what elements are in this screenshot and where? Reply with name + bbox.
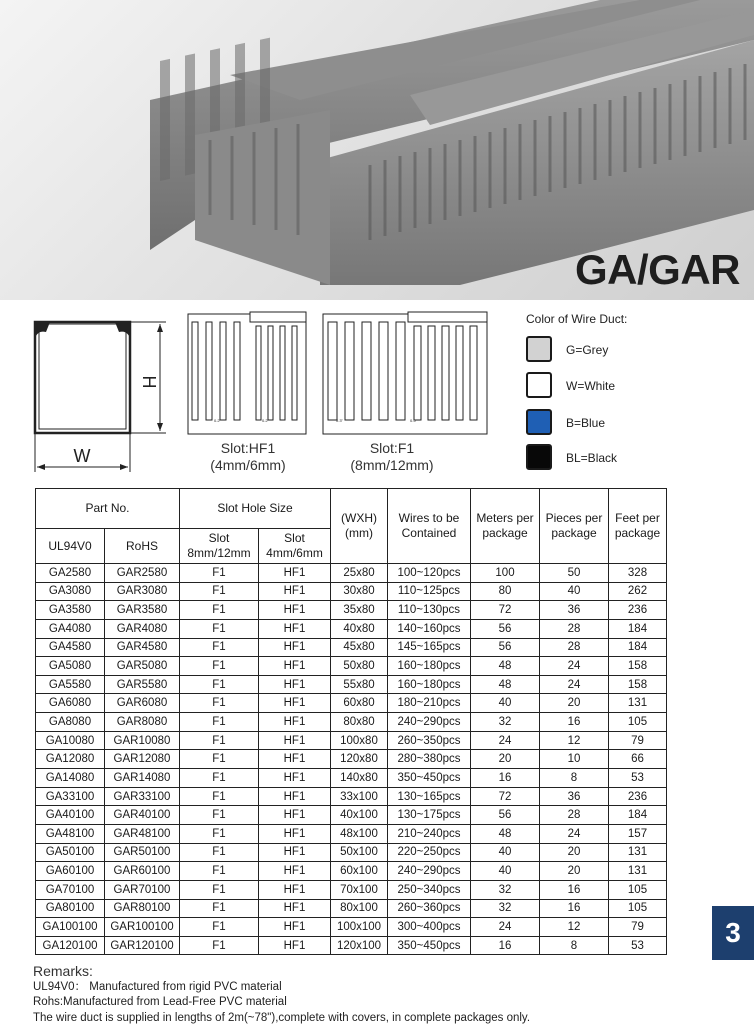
table-cell: GA50100 <box>36 843 105 862</box>
table-cell: F1 <box>180 564 259 583</box>
table-cell: GAR50100 <box>105 843 180 862</box>
table-row <box>36 824 667 843</box>
table-cell: 48 <box>471 824 540 843</box>
table-row <box>36 619 667 638</box>
table-cell: 70x100 <box>331 880 388 899</box>
table-cell: 50x100 <box>331 843 388 862</box>
table-cell: 32 <box>471 880 540 899</box>
table-cell: 20 <box>540 694 609 713</box>
table-cell: HF1 <box>259 619 331 638</box>
table-cell: GAR14080 <box>105 769 180 788</box>
table-cell: GA10080 <box>36 731 105 750</box>
remarks-line: The wire duct is supplied in lengths of 2m(~78"),complete with covers, in complete packages only. <box>33 1011 531 1024</box>
table-cell: 145~165pcs <box>388 638 471 657</box>
table-cell: F1 <box>180 731 259 750</box>
table-cell: HF1 <box>259 713 331 732</box>
table-cell: 260~350pcs <box>388 731 471 750</box>
table-cell: 131 <box>609 694 667 713</box>
table-cell: 80x80 <box>331 713 388 732</box>
slot-hole-size-header: Slot Hole Size <box>180 489 331 529</box>
remarks-title: Remarks: <box>33 963 93 979</box>
table-cell: F1 <box>180 582 259 601</box>
table-cell: 16 <box>540 713 609 732</box>
table-cell: GA3580 <box>36 601 105 620</box>
table-row <box>36 675 667 694</box>
table-cell: GAR33100 <box>105 787 180 806</box>
slot-hf1-diagram <box>188 312 306 434</box>
table-row <box>36 787 667 806</box>
wires-header: Wires to be Contained <box>388 489 471 564</box>
table-cell: GAR120100 <box>105 936 180 955</box>
table-row <box>36 713 667 732</box>
table-cell: 160~180pcs <box>388 675 471 694</box>
table-cell: 16 <box>471 769 540 788</box>
table-cell: F1 <box>180 601 259 620</box>
slot-f1-title: Slot:F1 <box>369 440 415 456</box>
slot-hf1-note-a: 0.2" <box>214 418 221 423</box>
table-row <box>36 694 667 713</box>
table-cell: 10 <box>540 750 609 769</box>
table-cell: 28 <box>540 638 609 657</box>
table-cell: 35x80 <box>331 601 388 620</box>
table-cell: 12 <box>540 731 609 750</box>
color-label: BL=Black <box>566 451 618 465</box>
table-row <box>36 750 667 769</box>
table-cell: 236 <box>609 601 667 620</box>
table-cell: GA8080 <box>36 713 105 732</box>
slot-hf1-caption <box>198 440 298 474</box>
table-cell: HF1 <box>259 806 331 825</box>
duct-cross-section <box>35 322 166 472</box>
table-cell: 50x80 <box>331 657 388 676</box>
rohs-header: RoHS <box>105 529 180 564</box>
table-cell: 110~130pcs <box>388 601 471 620</box>
table-cell: 30x80 <box>331 582 388 601</box>
page-number-badge: 3 <box>712 906 754 960</box>
width-label: W <box>73 446 91 466</box>
table-cell: 16 <box>471 936 540 955</box>
color-item <box>526 409 726 439</box>
table-cell: 8 <box>540 769 609 788</box>
table-cell: GAR48100 <box>105 824 180 843</box>
table-cell: 110~125pcs <box>388 582 471 601</box>
table-cell: 131 <box>609 843 667 862</box>
table-cell: 100 <box>471 564 540 583</box>
table-cell: GA60100 <box>36 862 105 881</box>
table-cell: GA5080 <box>36 657 105 676</box>
table-cell: 130~165pcs <box>388 787 471 806</box>
table-cell: HF1 <box>259 694 331 713</box>
table-cell: 350~450pcs <box>388 769 471 788</box>
slot-f1-size: (8mm/12mm) <box>350 457 434 473</box>
spec-table-body <box>36 564 667 955</box>
table-cell: 160~180pcs <box>388 657 471 676</box>
table-cell: GA48100 <box>36 824 105 843</box>
slot-hf1-title: Slot:HF1 <box>220 440 276 456</box>
table-cell: HF1 <box>259 918 331 937</box>
table-cell: 8 <box>540 936 609 955</box>
wxh-header: (WXH) (mm) <box>331 489 388 564</box>
table-cell: GA80100 <box>36 899 105 918</box>
table-cell: 72 <box>471 787 540 806</box>
table-cell: 48x100 <box>331 824 388 843</box>
table-cell: 36 <box>540 601 609 620</box>
feet-header: Feet per package <box>609 489 667 564</box>
height-label: H <box>139 375 159 389</box>
color-legend-title: Color of Wire Duct: <box>526 312 628 326</box>
table-cell: 24 <box>540 675 609 694</box>
table-cell: 33x100 <box>331 787 388 806</box>
pieces-header: Pieces per package <box>540 489 609 564</box>
table-cell: 130~175pcs <box>388 806 471 825</box>
white-swatch <box>526 372 552 398</box>
remarks <box>33 964 733 1026</box>
table-cell: GAR4580 <box>105 638 180 657</box>
table-cell: F1 <box>180 750 259 769</box>
table-cell: GA100100 <box>36 918 105 937</box>
table-cell: GA4080 <box>36 619 105 638</box>
table-cell: GA120100 <box>36 936 105 955</box>
table-cell: 24 <box>471 918 540 937</box>
color-item <box>526 444 726 474</box>
table-cell: 12 <box>540 918 609 937</box>
table-cell: 36 <box>540 787 609 806</box>
spec-table <box>35 488 667 955</box>
table-cell: 60x80 <box>331 694 388 713</box>
table-cell: F1 <box>180 824 259 843</box>
table-cell: 45x80 <box>331 638 388 657</box>
table-cell: GAR70100 <box>105 880 180 899</box>
part-no-header: Part No. <box>36 489 180 529</box>
product-photo <box>0 0 754 300</box>
table-cell: 40 <box>540 582 609 601</box>
table-cell: 25x80 <box>331 564 388 583</box>
table-cell: 40 <box>471 843 540 862</box>
table-cell: 158 <box>609 675 667 694</box>
table-cell: 28 <box>540 619 609 638</box>
blue-swatch <box>526 409 552 435</box>
table-cell: 210~240pcs <box>388 824 471 843</box>
table-cell: 120x100 <box>331 936 388 955</box>
table-cell: 236 <box>609 787 667 806</box>
table-cell: HF1 <box>259 582 331 601</box>
table-cell: 220~250pcs <box>388 843 471 862</box>
table-cell: 240~290pcs <box>388 862 471 881</box>
table-cell: HF1 <box>259 936 331 955</box>
color-label: G=Grey <box>566 343 609 357</box>
color-label: W=White <box>566 379 616 393</box>
table-cell: 184 <box>609 806 667 825</box>
table-cell: GA70100 <box>36 880 105 899</box>
color-label: B=Blue <box>566 416 606 430</box>
table-cell: F1 <box>180 713 259 732</box>
table-row <box>36 582 667 601</box>
table-cell: GAR5080 <box>105 657 180 676</box>
table-cell: 53 <box>609 769 667 788</box>
table-cell: 184 <box>609 638 667 657</box>
table-cell: GAR100100 <box>105 918 180 937</box>
table-cell: 260~360pcs <box>388 899 471 918</box>
table-row <box>36 918 667 937</box>
table-cell: 20 <box>540 843 609 862</box>
table-cell: 20 <box>471 750 540 769</box>
table-cell: 56 <box>471 638 540 657</box>
table-cell: 48 <box>471 657 540 676</box>
table-cell: GA2580 <box>36 564 105 583</box>
table-cell: 40 <box>471 862 540 881</box>
table-cell: 16 <box>540 899 609 918</box>
table-row <box>36 564 667 583</box>
table-cell: 105 <box>609 899 667 918</box>
table-cell: 105 <box>609 880 667 899</box>
table-cell: F1 <box>180 657 259 676</box>
table-cell: 180~210pcs <box>388 694 471 713</box>
table-row <box>36 899 667 918</box>
black-swatch <box>526 444 552 470</box>
table-cell: F1 <box>180 787 259 806</box>
table-cell: 100~120pcs <box>388 564 471 583</box>
table-cell: 32 <box>471 713 540 732</box>
table-cell: 120x80 <box>331 750 388 769</box>
table-cell: 262 <box>609 582 667 601</box>
table-cell: HF1 <box>259 769 331 788</box>
table-cell: 32 <box>471 899 540 918</box>
table-cell: F1 <box>180 675 259 694</box>
ul94v0-header: UL94V0 <box>36 529 105 564</box>
table-cell: 28 <box>540 806 609 825</box>
slot-hf1-note-b: 0.2" <box>262 418 269 423</box>
table-cell: 100x80 <box>331 731 388 750</box>
table-cell: GAR3580 <box>105 601 180 620</box>
table-cell: HF1 <box>259 750 331 769</box>
table-cell: GA40100 <box>36 806 105 825</box>
table-cell: 100x100 <box>331 918 388 937</box>
table-cell: GAR40100 <box>105 806 180 825</box>
table-cell: GA12080 <box>36 750 105 769</box>
table-cell: 40x80 <box>331 619 388 638</box>
slot-4-6-header: Slot 4mm/6mm <box>259 529 331 564</box>
table-cell: F1 <box>180 936 259 955</box>
table-cell: F1 <box>180 769 259 788</box>
table-cell: GAR5580 <box>105 675 180 694</box>
color-legend <box>526 312 628 465</box>
table-cell: GAR8080 <box>105 713 180 732</box>
table-cell: 105 <box>609 713 667 732</box>
table-cell: 50 <box>540 564 609 583</box>
meters-header: Meters per package <box>471 489 540 564</box>
table-cell: F1 <box>180 862 259 881</box>
table-cell: 40 <box>471 694 540 713</box>
table-cell: HF1 <box>259 638 331 657</box>
slot-8-12-header: Slot 8mm/12mm <box>180 529 259 564</box>
table-cell: 79 <box>609 918 667 937</box>
table-cell: F1 <box>180 694 259 713</box>
table-row <box>36 731 667 750</box>
table-cell: GA6080 <box>36 694 105 713</box>
slot-f1-note-a: 0.3" <box>336 418 343 423</box>
table-cell: HF1 <box>259 675 331 694</box>
table-row <box>36 638 667 657</box>
table-cell: GAR6080 <box>105 694 180 713</box>
table-row <box>36 601 667 620</box>
slot-hf1-size: (4mm/6mm) <box>210 457 286 473</box>
table-cell: 40x100 <box>331 806 388 825</box>
table-cell: 80 <box>471 582 540 601</box>
table-cell: GA33100 <box>36 787 105 806</box>
table-cell: HF1 <box>259 862 331 881</box>
table-cell: GA3080 <box>36 582 105 601</box>
table-cell: F1 <box>180 843 259 862</box>
slot-f1-caption <box>340 440 444 474</box>
remarks-line: Rohs:Manufactured from Lead-Free PVC material <box>33 996 287 1008</box>
table-cell: 72 <box>471 601 540 620</box>
table-cell: 53 <box>609 936 667 955</box>
table-row <box>36 843 667 862</box>
table-row <box>36 806 667 825</box>
table-cell: GAR60100 <box>105 862 180 881</box>
table-cell: HF1 <box>259 843 331 862</box>
table-cell: GAR3080 <box>105 582 180 601</box>
table-cell: HF1 <box>259 824 331 843</box>
table-cell: 250~340pcs <box>388 880 471 899</box>
table-cell: 79 <box>609 731 667 750</box>
table-cell: 48 <box>471 675 540 694</box>
table-row <box>36 862 667 881</box>
color-item <box>526 372 726 402</box>
table-cell: 350~450pcs <box>388 936 471 955</box>
table-cell: 328 <box>609 564 667 583</box>
table-cell: HF1 <box>259 601 331 620</box>
table-cell: GAR4080 <box>105 619 180 638</box>
table-cell: 300~400pcs <box>388 918 471 937</box>
table-cell: 131 <box>609 862 667 881</box>
table-cell: 60x100 <box>331 862 388 881</box>
table-cell: GA5580 <box>36 675 105 694</box>
table-cell: 240~290pcs <box>388 713 471 732</box>
slot-f1-note-b: 0.5" <box>410 418 417 423</box>
page-title: GA/GAR <box>575 246 740 293</box>
grey-swatch <box>526 336 552 362</box>
table-cell: GAR10080 <box>105 731 180 750</box>
table-row <box>36 880 667 899</box>
table-cell: 24 <box>540 824 609 843</box>
table-cell: HF1 <box>259 657 331 676</box>
table-cell: 66 <box>609 750 667 769</box>
table-cell: 20 <box>540 862 609 881</box>
table-cell: GA4580 <box>36 638 105 657</box>
table-cell: 24 <box>540 657 609 676</box>
table-cell: 140~160pcs <box>388 619 471 638</box>
table-cell: F1 <box>180 899 259 918</box>
table-cell: 157 <box>609 824 667 843</box>
table-cell: 80x100 <box>331 899 388 918</box>
table-cell: HF1 <box>259 880 331 899</box>
table-cell: GAR12080 <box>105 750 180 769</box>
table-cell: HF1 <box>259 899 331 918</box>
table-cell: F1 <box>180 619 259 638</box>
table-cell: GAR80100 <box>105 899 180 918</box>
table-cell: 56 <box>471 619 540 638</box>
table-cell: F1 <box>180 638 259 657</box>
table-cell: 16 <box>540 880 609 899</box>
table-cell: GA14080 <box>36 769 105 788</box>
table-cell: 24 <box>471 731 540 750</box>
slot-f1-diagram <box>323 312 487 434</box>
table-cell: GAR2580 <box>105 564 180 583</box>
remarks-line: UL94V0： Manufactured from rigid PVC material <box>33 980 282 993</box>
color-item <box>526 336 726 366</box>
table-cell: F1 <box>180 806 259 825</box>
table-cell: F1 <box>180 918 259 937</box>
table-cell: 140x80 <box>331 769 388 788</box>
table-cell: 56 <box>471 806 540 825</box>
table-row <box>36 769 667 788</box>
table-cell: HF1 <box>259 787 331 806</box>
table-cell: HF1 <box>259 564 331 583</box>
table-cell: HF1 <box>259 731 331 750</box>
table-cell: 158 <box>609 657 667 676</box>
table-row <box>36 936 667 955</box>
table-cell: 184 <box>609 619 667 638</box>
table-cell: F1 <box>180 880 259 899</box>
table-cell: 55x80 <box>331 675 388 694</box>
table-cell: 280~380pcs <box>388 750 471 769</box>
table-row <box>36 657 667 676</box>
